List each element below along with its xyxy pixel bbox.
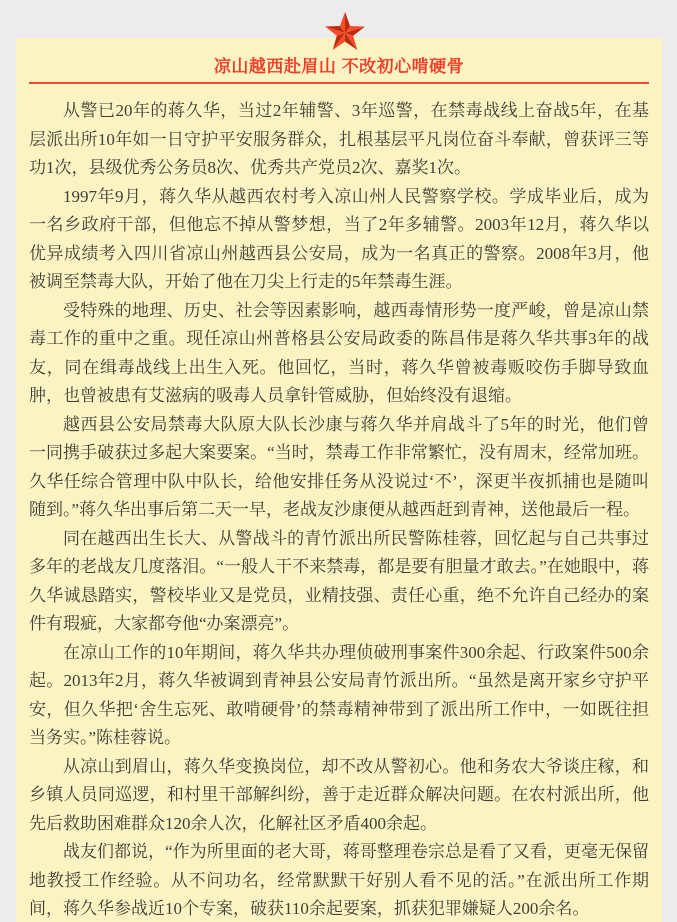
title-divider (29, 82, 649, 84)
paragraph-3: 受特殊的地理、历史、社会等因素影响，越西毒情形势一度严峻，曾是凉山禁毒工作的重中之重。现任凉山州普格县公安局政委的陈昌伟是蒋久华共事3年的战友，同在缉毒战线上出生入死。他回忆，当时，蒋久华曾被毒贩咬伤手脚导致血肿，也曾被患有艾滋病的吸毒人员拿针管威胁，但始终没有退缩。 (29, 300, 649, 405)
paragraph-1: 从警已20年的蒋久华，当过2年辅警、3年巡警，在禁毒战线上奋战5年，在基层派出所10年如一日守护平安服务群众，扎根基层平凡岗位奋斗奉献，曾获评三等功1次，县级优秀公务员8次、优秀共产党员2次、嘉奖1次。 (29, 101, 649, 177)
paragraph-4: 越西县公安局禁毒大队原大队长沙康与蒋久华并肩战斗了5年的时光，他们曾一同携手破获过多起大案要案。“当时，禁毒工作非常繁忙，没有周末，经常加班。久华任综合管理中队中队长，给他安排任务从没说过‘不’，深更半夜抓捕也是随叫随到。”蒋久华出事后第二天一早，老战友沙康便从越西赶到青神，送他最后一程。 (29, 414, 649, 519)
article-card (16, 38, 662, 922)
paragraph-7: 从凉山到眉山，蒋久华变换岗位，却不改从警初心。他和务农大爷谈庄稼，和乡镇人员同巡逻，和村里干部解纠纷，善于走近群众解决问题。在农村派出所，他先后救助困难群众120余人次，化解社区矛盾400余起。 (29, 756, 649, 833)
paragraph-8: 战友们都说，“作为所里面的老大哥，蒋哥整理卷宗总是看了又看，更毫无保留地教授工作经验。从不问功名，经常默默干好别人看不见的活。”在派出所工作期间，蒋久华参战近10个专案，破获110余起要案，抓获犯罪嫌疑人200余名。 (29, 842, 649, 918)
paragraph-5: 同在越西出生长大、从警战斗的青竹派出所民警陈桂蓉，回忆起与自己共事过多年的老战友几度落泪。“一般人干不来禁毒，都是要有胆量才敢去。”在她眼中，蒋久华诚恳踏实，警校毕业又是党员，业精技强、责任心重，绝不允许自己经办的案件有瑕疵，大家都夸他“办案漂亮”。 (29, 528, 649, 633)
paragraph-2: 1997年9月，蒋久华从越西农村考入凉山州人民警察学校。学成毕业后，成为一名乡政府干部，但他忘不掉从警梦想，当了2年多辅警。2003年12月，蒋久华以优异成绩考入四川省凉山州越西县公安局，成为一名真正的警察。2008年3月，他被调至禁毒大队，开始了他在刀尖上行走的5年禁毒生涯。 (29, 186, 649, 291)
paragraph-6: 在凉山工作的10年期间，蒋久华共办理侦破刑事案件300余起、行政案件500余起。2013年2月，蒋久华被调到青神县公安局青竹派出所。“虽然是离开家乡守护平安，但久华把‘舍生忘死、敢啃硬骨’的禁毒精神带到了派出所工作中，一如既往担当务实。”陈桂蓉说。 (29, 642, 649, 747)
article-body (29, 97, 649, 922)
article-title: 凉山越西赴眉山 不改初心啃硬骨 (213, 57, 465, 76)
red-star-icon (322, 10, 368, 56)
